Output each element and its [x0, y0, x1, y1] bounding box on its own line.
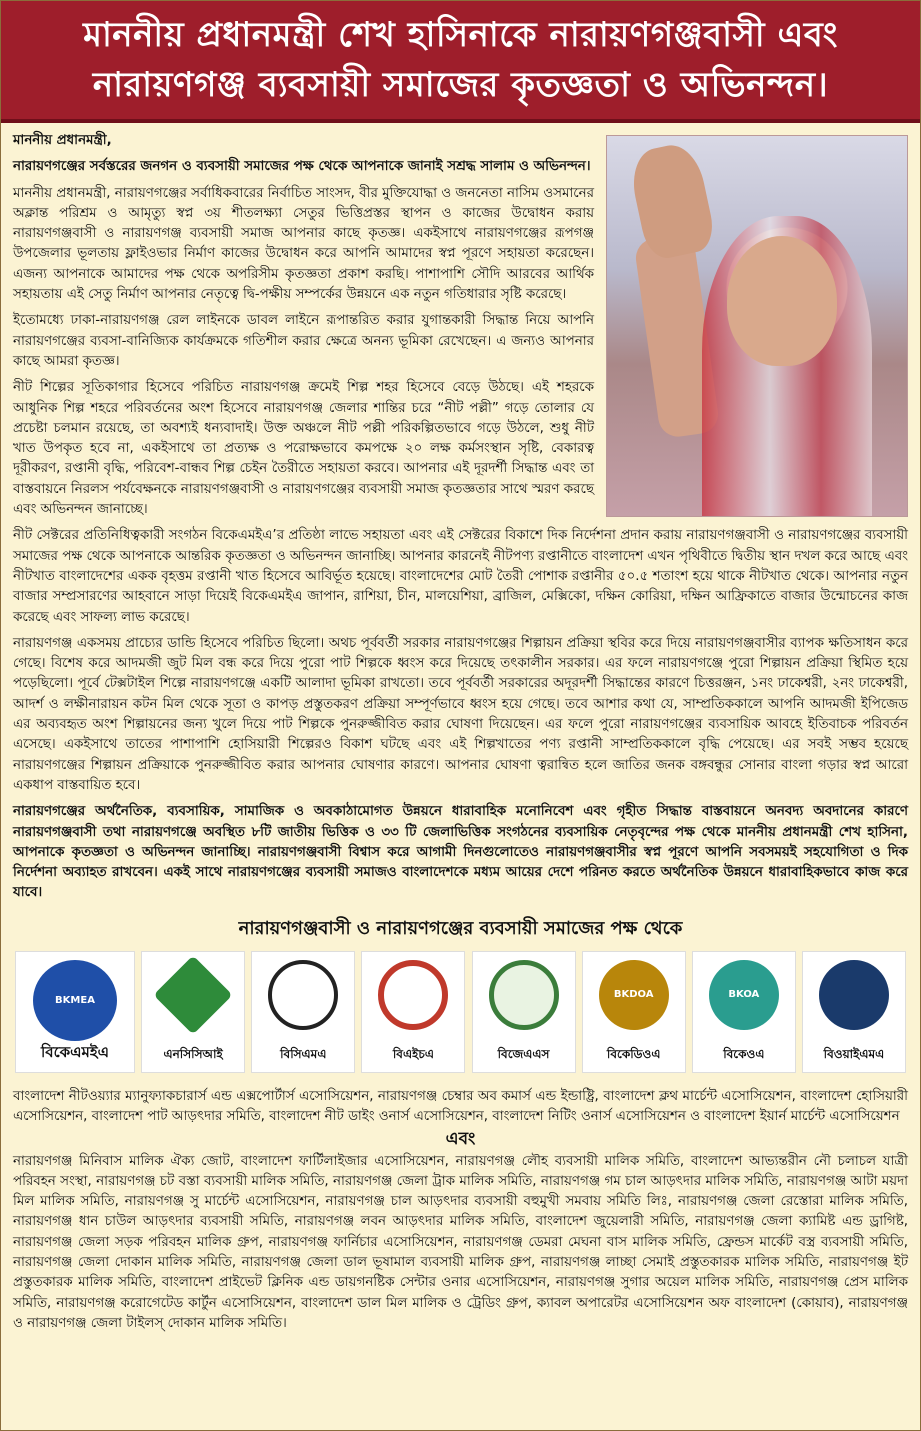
- headline-line-2: নারায়ণগঞ্জ ব্যবসায়ী সমাজের কৃতজ্ঞতা ও অভিনন্দন।: [92, 65, 829, 105]
- letter-body: [1, 123, 920, 904]
- bkmea-emblem-icon: BKMEA: [33, 960, 117, 1041]
- logo-name: বিজেএএস: [497, 1046, 550, 1061]
- logo-byma: [802, 951, 906, 1073]
- logo-bkmea: [15, 951, 135, 1073]
- logo-name: বিএইচএ: [392, 1046, 434, 1061]
- greeting: নারায়ণগঞ্জের সর্বস্তরের জনগন ও ব্যবসায়ী সমাজের পক্ষ থেকে আপনাকে জানাই সশ্রদ্ধ সালাম ও অভিনন্দন।: [13, 159, 591, 175]
- logo-bcma: [251, 951, 355, 1073]
- national-organizations: বাংলাদেশ নীটওয়্যার ম্যানুফ্যাকচারার্স এন্ড এক্সপোর্টার্স এসোসিয়েশন, নারায়ণগঞ্জ চেম্বার অব কমার্স এন্ড ইন্ডাষ্ট্রি, বাংলাদেশ ক্লথ মার্চেন্ট এসোসিয়েশন, বাংলাদেশ হোসিয়ারী এসোসিয়েশন, বাংলাদেশ পাট আড়ৎদার সমিতি, বাংলাদেশ নীট ডাইং ওনার্স এসোসিয়েশন, বাংলাদেশ নিটিং ওনার্স এসোসিয়েশন ও বাংলাদেশ ইয়ার্ন মার্চেন্ট এসোসিয়েশন: [13, 1088, 908, 1124]
- bcma-emblem-icon: [268, 960, 338, 1030]
- organizations-heading: নারায়ণগঞ্জবাসী ও নারায়ণগঞ্জের ব্যবসায়ী সমাজের পক্ষ থেকে: [238, 917, 683, 939]
- logo-bjas: [472, 951, 576, 1073]
- district-organizations: নারায়ণগঞ্জ মিনিবাস মালিক ঐক্য জোট, বাংলাদেশ ফার্টিলাইজার এসোসিয়েশন, নারায়ণগঞ্জ লৌহ ব্যবসায়ী মালিক সমিতি, বাংলাদেশ আভ্যন্তরীন নৌ চলাচল যাত্রী পরিবহন সংস্থা, নারায়ণগঞ্জ চট বস্তা ব্যবসায়ী মালিক সমিতি, নারায়ণগঞ্জ জেলা ট্রাক মালিক সমিতি, নারায়ণগঞ্জ গম চাল আড়ৎদার মালিক সমিতি, নারায়ণগঞ্জ আটা ময়দা মিল মালিক সমিতি, নারায়ণগঞ্জ সু মার্চেন্ট এসোসিয়েশন, নারায়ণগঞ্জ চাল আড়ৎদার ব্যবসায়ী বহুমুখী সমবায় সমিতি লিঃ, নারায়ণগঞ্জ জেলা রেস্তোরা মালিক সমিতি, নারায়ণগঞ্জ ধান চাউল আড়ৎদার ব্যবসায়ী সমিতি, নারায়ণগঞ্জ লবন আড়ৎদার মালিক সমিতি, বাংলাদেশ জুয়েলারী সমিতি, নারায়ণগঞ্জ জেলা ক্যামিষ্ট এন্ড ড্রাগিষ্ট, নারায়ণগঞ্জ জেলা সড়ক পরিবহন মালিক গ্রুপ, নারায়ণগঞ্জ ফার্নিচার এসোসিয়েশন, নারায়ণগঞ্জ ডেমরা মেঘনা বাস মালিক সমিতি, ফ্রেন্ডস মার্কেট বস্ত্র ব্যবসায়ী সমিতি, নারায়ণগঞ্জ জেলা দোকান মালিক সমিতি, নারায়ণগঞ্জ জেলা ডাল ভূষামাল ব্যবসায়ী মালিক গ্রুপ, নারায়ণগঞ্জ লাচ্ছা সেমাই প্রস্তুতকারক মালিক সমিতি, নারায়ণগঞ্জ ইট প্রস্তুতকারক মালিক সমিতি, বাংলাদেশ প্রাইভেট ক্লিনিক এন্ড ডায়গনষ্টিক সেন্টার ওনার এসোসিয়েশন, নারায়ণগঞ্জ সুগার অয়েল মালিক সমিতি, নারায়ণগঞ্জ প্রেস মালিক সমিতি, নারায়ণগঞ্জ করোগেটেড কার্টুন এসোসিয়েশন, বাংলাদেশ ডাল মিল মালিক ও ট্রেডিং গ্রুপ, ক্যাবল অপারেটর এসোসিয়েশন অফ বাংলাদেশ (কোয়াব), নারায়ণগঞ্জ ও নারায়ণগঞ্জ জেলা টাইলস্ দোকান মালিক সমিতি।: [13, 1153, 908, 1331]
- bkdoa-emblem-icon: BKDOA: [599, 960, 669, 1030]
- logo-name: বিসিএমএ: [280, 1046, 327, 1061]
- paragraph-1: মাননীয় প্রধানমন্ত্রী, নারায়ণগঞ্জের সর্বাধিকবারের নির্বাচিত সাংসদ, বীর মুক্তিযোদ্ধা ও জননেতা নাসিম ওসমানের অক্লান্ত পরিশ্রম ও আমৃত্যু স্বপ্ন ৩য় শীতলক্ষ্যা সেতুর ভিত্তিপ্রস্তর স্থাপন ও কাজের উদ্বোধন করায় নারায়ণগঞ্জবাসী ও নারায়ণগঞ্জ ব্যবসায়ী সমাজ আপনার কাছে কৃতজ্ঞ। একইসাথে নারায়ণগঞ্জের রূপগঞ্জ উপজেলার ভূলতায় ফ্লাইওভার নির্মাণ কাজের উদ্বোধন করে আপনি আমাদের স্বপ্ন পূরণে সহায়তা করেছেন। এজন্য আপনাকে আমাদের পক্ষ থেকে অপরিসীম কৃতজ্ঞতা প্রকাশ করছি। পাশাপাশি সৌদি আরবের আর্থিক সহায়তায় এই সেতু নির্মাণ আপনার নেতৃত্বে দ্বি-পক্ষীয় সম্পর্কের উন্নয়নে এক নতুন গতিধারার সৃষ্টি করেছে।: [13, 185, 594, 303]
- paragraph-5: নারায়ণগঞ্জ একসময় প্রাচ্যের ডান্ডি হিসেবে পরিচিত ছিলো। অথচ পূর্ববর্তী সরকার নারায়ণগঞ্জের শিল্পায়ন প্রক্রিয়া স্থবির করে দিয়ে নারায়ণগঞ্জবাসীর ব্যাপক ক্ষতিসাধন করে গেছে। বিশেষ করে আদমজী জুট মিল বন্ধ করে দিয়ে পুরো পাট শিল্পকে ধ্বংস করে দিয়েছে তৎকালীন সরকার। এর ফলে নারায়ণগঞ্জে পুরো শিল্পায়ন প্রক্রিয়া স্থিমিত হয়ে পড়েছিলো। পূর্বে টেক্সটাইল শিল্পে নারায়ণগঞ্জে একটি আলাদা ভূমিকা রাখতো। তবে পূর্ববর্তী সরকারের অদূরদর্শী সিদ্ধান্তের কারণে চিত্তরঞ্জন, ১নং ঢাকেশ্বরী, ২নং ঢাকেশ্বরী, আদর্শ ও লক্ষীনারায়ন কটন মিল থেকে সূতা ও কাপড় প্রস্তুতকরণ প্রক্রিয়া সম্পূর্ণভাবে ধ্বংস হয়ে গেছে। তবে আশার কথা যে, সাম্প্রতিককালে আপনি আদমজী ইপিজেড এর অব্যবহৃত অংশ শিল্পায়নের জন্য খুলে দিয়ে পাট শিল্পকে পুনরুজ্জীবিত করার ঘোষণা দিয়েছেন। এর ফলে পুরো নারায়ণগঞ্জের ব্যবসায়িক আবহে ইতিবাচক পরিবর্তন এসেছে। একইসাথে তাতের পাশাপাশি হোসিয়ারী শিল্পেরও বিকাশ ঘটছে এবং এই শিল্পখাতের পণ্য রপ্তানী সাম্প্রতিককালে বৃদ্ধি পেয়েছে। এর সবই সম্ভব হয়েছে নারায়ণগঞ্জের শিল্পায়ন প্রক্রিয়াকে পুনরুজ্জীবিত করার আপনার ঘোষণার কারণে। আপনার ঘোষণা ত্বরান্বিত হলে জাতির জনক বঙ্গবন্ধুর সোনার বাংলা গড়ার স্বপ্ন আরো একধাপ বাস্তবায়িত হবে।: [13, 635, 908, 793]
- bha-emblem-icon: [378, 960, 448, 1030]
- salutation: মাননীয় প্রধানমন্ত্রী,: [13, 133, 112, 148]
- bjas-emblem-icon: [489, 960, 559, 1030]
- headline-banner: [1, 1, 920, 123]
- organizations-list: [1, 1073, 920, 1335]
- paragraph-2: ইতোমধ্যে ঢাকা-নারায়ণগঞ্জ রেল লাইনকে ডাবল লাইনে রূপান্তরিত করার যুগান্তকারী সিদ্ধান্ত নিয়ে আপনি নারায়ণগঞ্জের ব্যবসা-বানিজ্যিক কার্যক্রমকে গতিশীল করার ক্ষেত্রে অনন্য ভূমিকা রেখেছেন। এ জন্যও আপনার কাছে আমরা কৃতজ্ঞ।: [13, 313, 594, 369]
- organization-logos: [1, 951, 920, 1073]
- logo-bkdoa: [582, 951, 686, 1073]
- logo-ncci: [141, 951, 245, 1073]
- closing-paragraph: নারায়ণগঞ্জের অর্থনৈতিক, ব্যবসায়িক, সামাজিক ও অবকাঠামোগত উন্নয়নে ধারাবাহিক মনোনিবেশ এবং গৃহীত সিদ্ধান্ত বাস্তবায়নে অনবদ্য অবদানের কারণে নারায়ণগঞ্জবাসী তথা নারায়ণগঞ্জে অবস্থিত ৮টি জাতীয় ভিত্তিক ও ৩৩ টি জেলাভিত্তিক সংগঠনের ব্যবসায়িক নেতৃবৃন্দের পক্ষ থেকে মাননীয় প্রধানমন্ত্রী শেখ হাসিনা, আপনাকে কৃতজ্ঞতা ও অভিনন্দন জানাচ্ছি। নারায়ণগঞ্জবাসী বিশ্বাস করে আগামী দিনগুলোতেও নারায়ণগঞ্জবাসীর স্বপ্ন পূরণে আপনি সবসময়ই সহযোগিতা ও দিক নির্দেশনা অব্যাহত রাখবেন। একই সাথে নারায়ণগঞ্জের ব্যবসায়ী সমাজও বাংলাদেশকে মধ্যম আয়ের দেশে পরিনত করতে অর্থনৈতিক উন্নয়নে ধারাবাহিকভাবে কাজ করে যাবে।: [13, 804, 908, 901]
- logo-name: বিকেডিওএ: [606, 1046, 661, 1061]
- logo-name: এনসিসিআই: [163, 1046, 223, 1061]
- and-separator: এবং: [445, 1129, 476, 1150]
- logo-bha: [361, 951, 465, 1073]
- headline-line-1: মাননীয় প্রধানমন্ত্রী শেখ হাসিনাকে নারায়ণগঞ্জবাসী এবং: [83, 15, 838, 55]
- paragraph-3: নীট শিল্পের সূতিকাগার হিসেবে পরিচিত নারায়ণগঞ্জ ক্রমেই শিল্প শহর হিসেবে বেড়ে উঠছে। এই শহরকে আধুনিক শিল্প শহরে পরিবর্তনের অংশ হিসেবে নারায়ণগঞ্জ জেলার শান্তির চরে “নীট পল্লী” গড়ে তোলার যে প্রচেষ্টা চলমান রয়েছে, তা অবশ্যই ধন্যবাদাই। উক্ত অঞ্চলে নীট পল্লী পরিকল্পিতভাবে গড়ে উঠলে, শুধু নীট খাত উপকৃত হবে না, একইসাথে তা প্রত্যক্ষ ও পরোক্ষভাবে কমপক্ষে ২০ লক্ষ কর্মসংস্থান সৃষ্টি, বেকারত্ব দূরীকরণ, রপ্তানী বৃদ্ধি, পরিবেশ-বান্ধব শিল্প চেইন তৈরীতে সহায়তা করবে। আপনার এই দূরদর্শী সিদ্ধান্ত এবং তা বাস্তবায়নে নিরলস পর্যবেক্ষনকে নারায়ণগঞ্জবাসী ও নারায়ণগঞ্জের ব্যবসায়ী সমাজ কৃতজ্ঞতার সাথে স্মরণ করছে এবং অভিনন্দন জানাচ্ছে।: [13, 380, 594, 518]
- bkoa-emblem-icon: BKOA: [709, 960, 779, 1030]
- logo-name: বিকেএমইএ: [40, 1042, 110, 1061]
- paragraph-4: নীট সেক্টরের প্রতিনিধিত্বকারী সংগঠন বিকেএমইএ’র প্রতিষ্ঠা লাভে সহায়তা এবং এই সেক্টরের বিকাশে দিক নির্দেশনা প্রদান করায় নারায়ণগঞ্জবাসী ও নারায়ণগঞ্জের ব্যবসায়ী সমাজের পক্ষ থেকে আপনাকে আন্তরিক কৃতজ্ঞতা ও অভিনন্দন জানাচ্ছি। আপনার কারনেই নীটপণ্য রপ্তানীতে বাংলাদেশ এখন পৃথিবীতে দ্বিতীয় স্থান দখল করে আছে এবং নীটখাত বাংলাদেশের একক বৃহত্তম রপ্তানী খাত হিসেবে আবির্ভূত হয়েছে। বাংলাদেশের মোট তৈরী পোশাক রপ্তানীর ৫০.৫ শতাংশ হয়ে থাকে নীটখাত থেকে। আপনার নতুন বাজার সম্প্রসারণের আহবানে সাড়া দিয়েই বিকেএমইএ জাপান, রাশিয়া, চীন, মালয়েশিয়া, ব্রাজিল, মেক্সিকো, দক্ষিন কোরিয়া, দক্ষিন আফ্রিকাতে বাজার উন্মোচনের কাজ করেছে এবং সাফল্য লাভ করেছে।: [13, 528, 908, 625]
- logo-name: বিওয়াইএমএ: [823, 1046, 885, 1061]
- logo-name: বিকেওএ: [723, 1046, 765, 1061]
- prime-minister-photo: [606, 135, 908, 517]
- byma-emblem-icon: [819, 960, 889, 1030]
- ncci-emblem-icon: [154, 955, 233, 1034]
- logo-bkoa: [692, 951, 796, 1073]
